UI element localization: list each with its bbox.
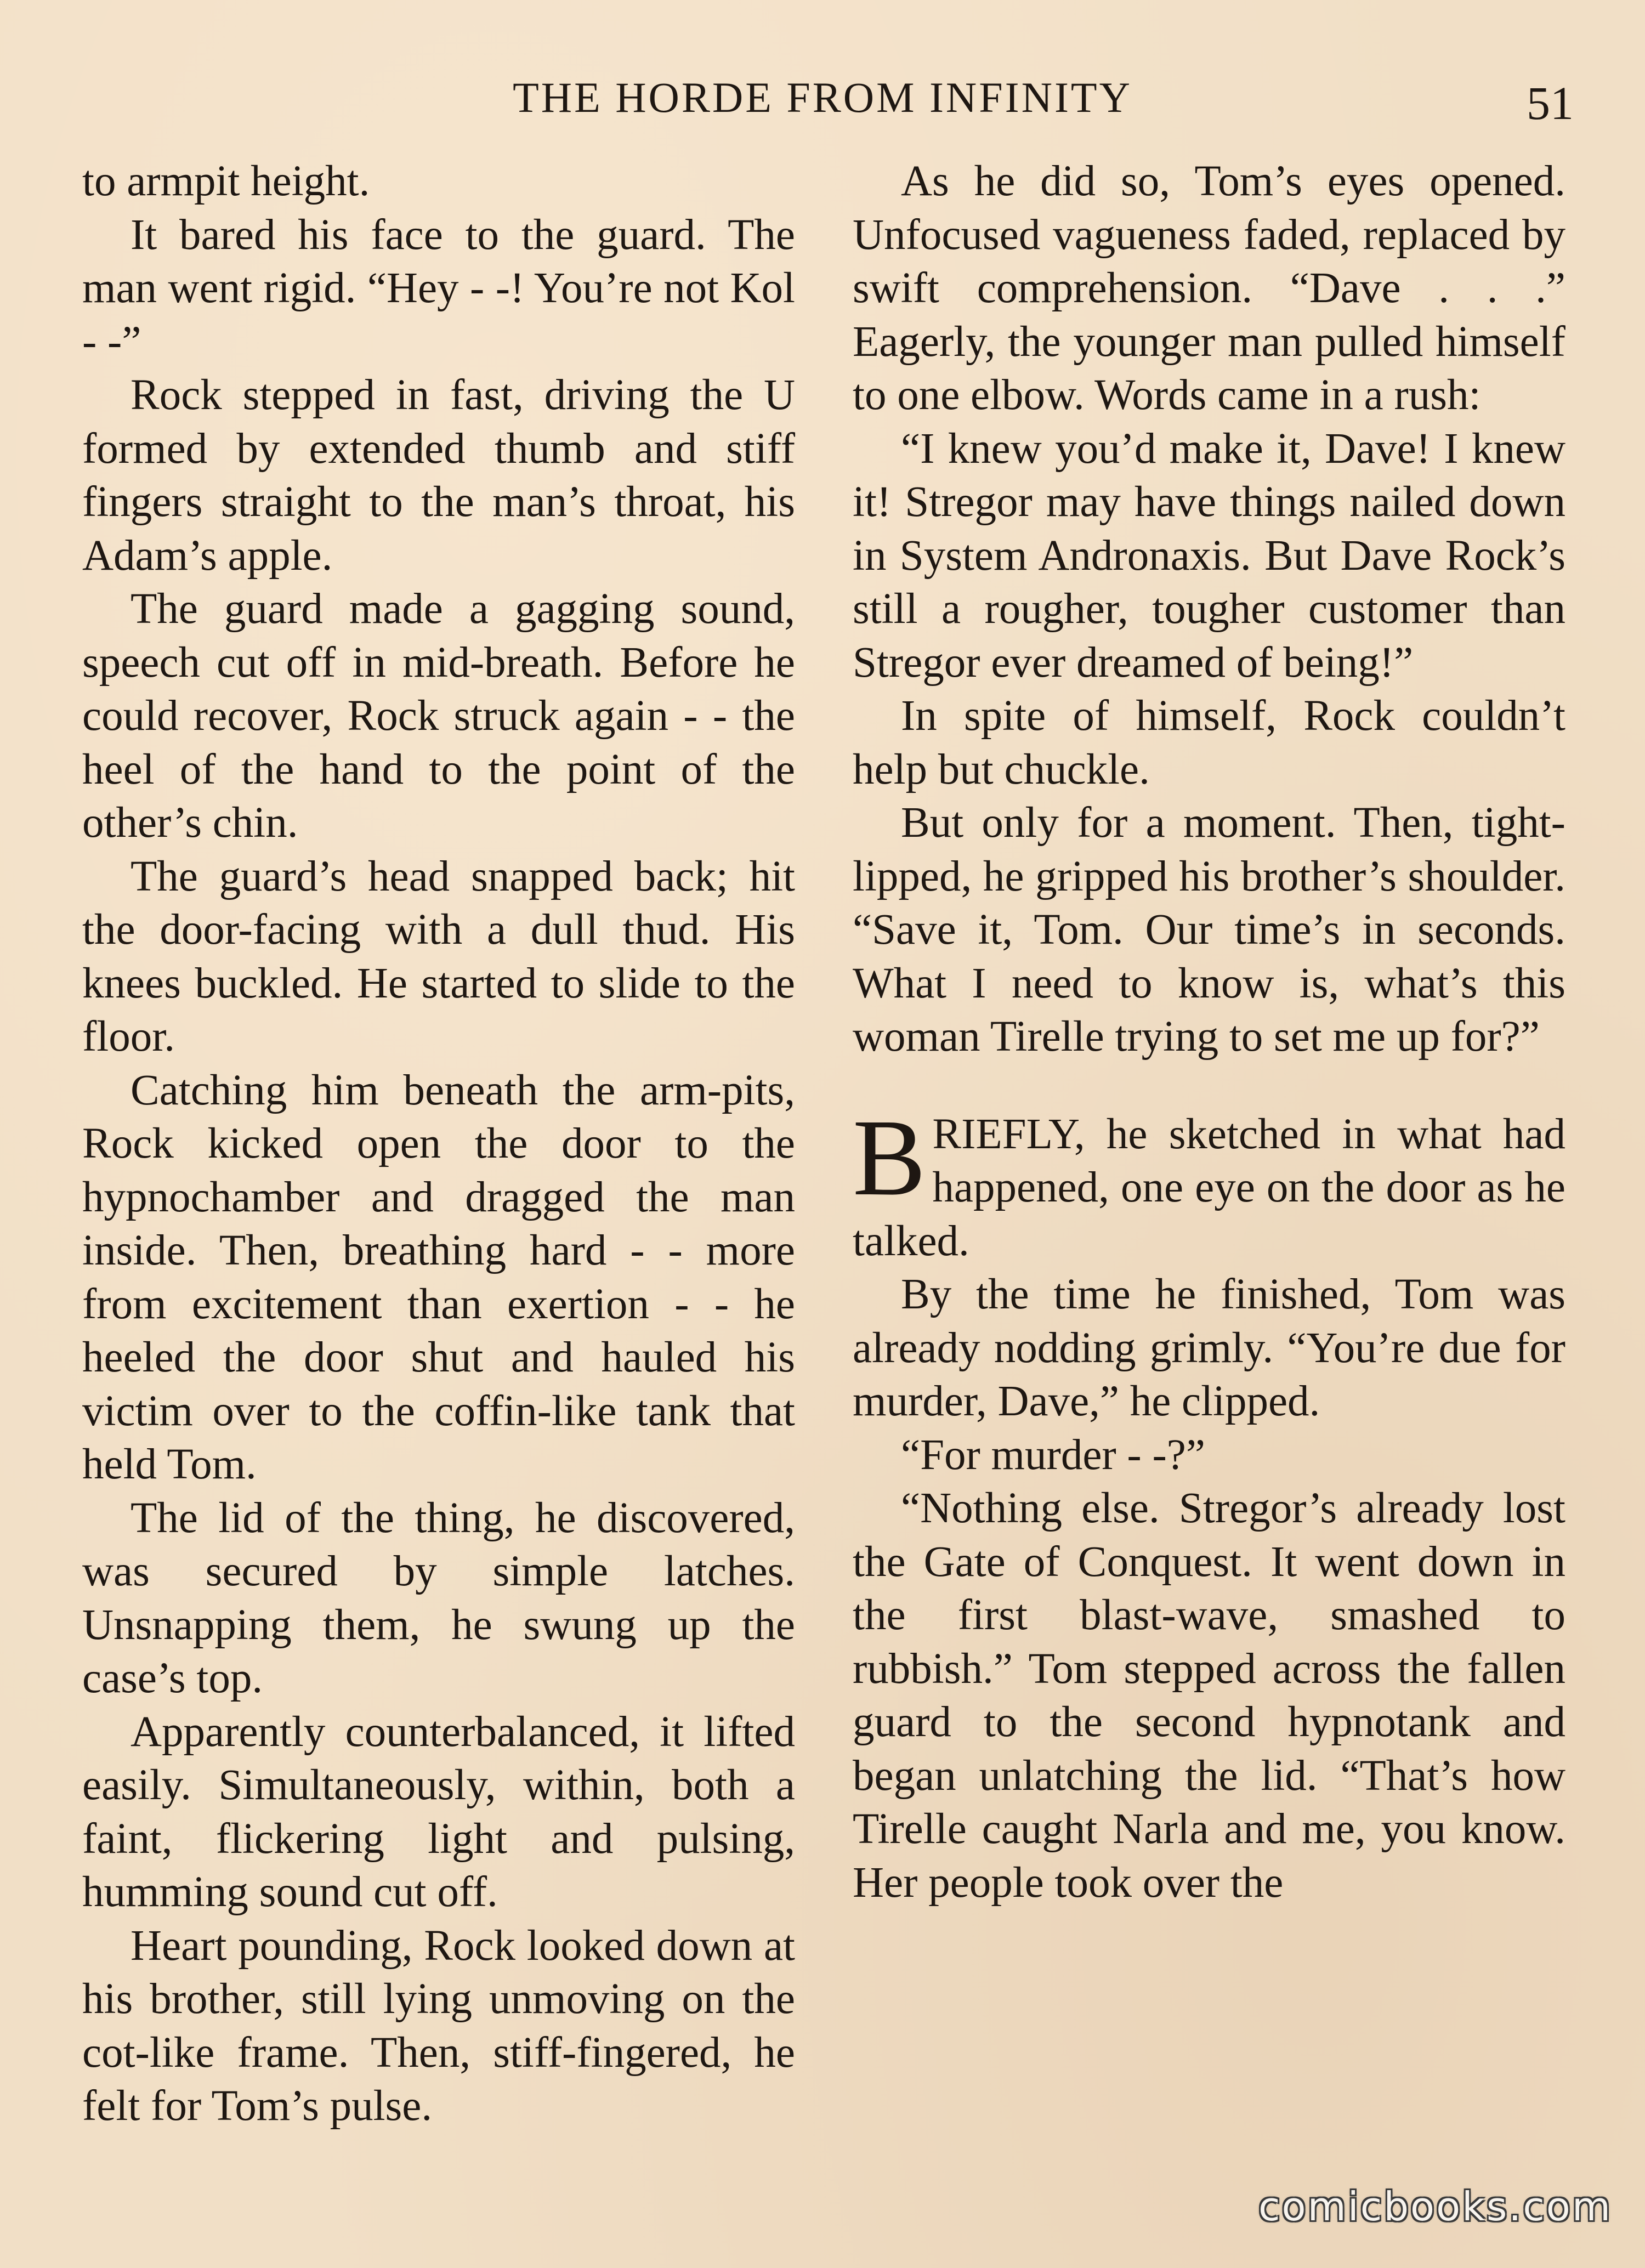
dropcap-paragraph: [853, 1097, 1565, 1268]
paragraph: In spite of himself, Rock couldn’t help but chuckle.: [853, 692, 1565, 793]
paragraph: “Nothing else. Stregor’s already lost the Gate of Conquest. It went down in the first blast-wave, smashed to rubbish.” Tom stepped across the fallen guard to the second hypnotank and began unlatching the lid. “That’s how Tirelle caught Narla and me, you know. Her people took over the: [853, 1484, 1565, 1907]
left-column: [82, 155, 795, 2133]
paragraph: “For murder - -?”: [901, 1431, 1205, 1479]
paragraph: Heart pounding, Rock looked down at his brother, still lying unmoving on the cot-like frame. Then, stiff-fingered, he felt for Tom’s pulse.: [82, 1921, 795, 2130]
paragraph: It bared his face to the guard. The man went rigid. “Hey - -! You’re not Kol - -”: [82, 211, 795, 366]
paragraph: Rock stepped in fast, driving the U formed by extended thumb and stiff fingers straight to the man’s throat, his Adam’s apple.: [82, 371, 795, 580]
paragraph: The guard’s head snapped back; hit the door-facing with a dull thud. His knees buckled. He started to slide to the floor.: [82, 852, 795, 1061]
paragraph: “I knew you’d make it, Dave! I knew it! Stregor may have things nailed down in System Andronaxis. But Dave Rock’s still a rougher, tougher customer than Stregor ever dreamed of being!”: [853, 424, 1565, 687]
paragraph: Apparently counterbalanced, it lifted easily. Simultaneously, within, both a faint, flickering light and pulsing, humming sound cut off.: [82, 1708, 795, 1916]
paragraph: By the time he finished, Tom was already nodding grimly. “You’re due for murder, Dave,” he clipped.: [853, 1271, 1565, 1425]
right-column: [853, 155, 1565, 1909]
running-title: THE HORDE FROM INFINITY: [513, 73, 1132, 121]
paragraph: As he did so, Tom’s eyes opened. Unfocused vagueness faded, replaced by swift comprehension. “Dave . . .” Eagerly, the younger man pulled himself to one elbow. Words came in a rush:: [853, 157, 1565, 419]
site-watermark: comicbooks.com: [1258, 2184, 1612, 2230]
dropcap-paragraph-text: RIEFLY, he sketched in what had happened, one eye on the door as he talked.: [853, 1110, 1565, 1265]
paragraph: The guard made a gagging sound, speech cut off in mid-breath. Before he could recover, Rock struck again - - the heel of the hand to the point of the other’s chin.: [82, 585, 795, 847]
paragraph: Catching him beneath the arm-pits, Rock kicked open the door to the hypnochamber and dragged the man inside. Then, breathing hard - - more from excitement than exertion - - he heeled the door shut and hauled his victim over to the coffin-like tank that held Tom.: [82, 1066, 795, 1488]
paragraph: But only for a moment. Then, tight-lipped, he gripped his brother’s shoulder. “Save it, Tom. Our time’s in seconds. What I need to know is, what’s this woman Tirelle trying to set me up for?”: [853, 799, 1565, 1061]
drop-cap: B: [853, 1097, 926, 1218]
page-number: 51: [1527, 77, 1574, 129]
section-break: [853, 1064, 1565, 1108]
paragraph: The lid of the thing, he discovered, was secured by simple latches. Unsnapping them, he swung up the case’s top.: [82, 1494, 795, 1702]
paragraph: to armpit height.: [82, 157, 370, 205]
